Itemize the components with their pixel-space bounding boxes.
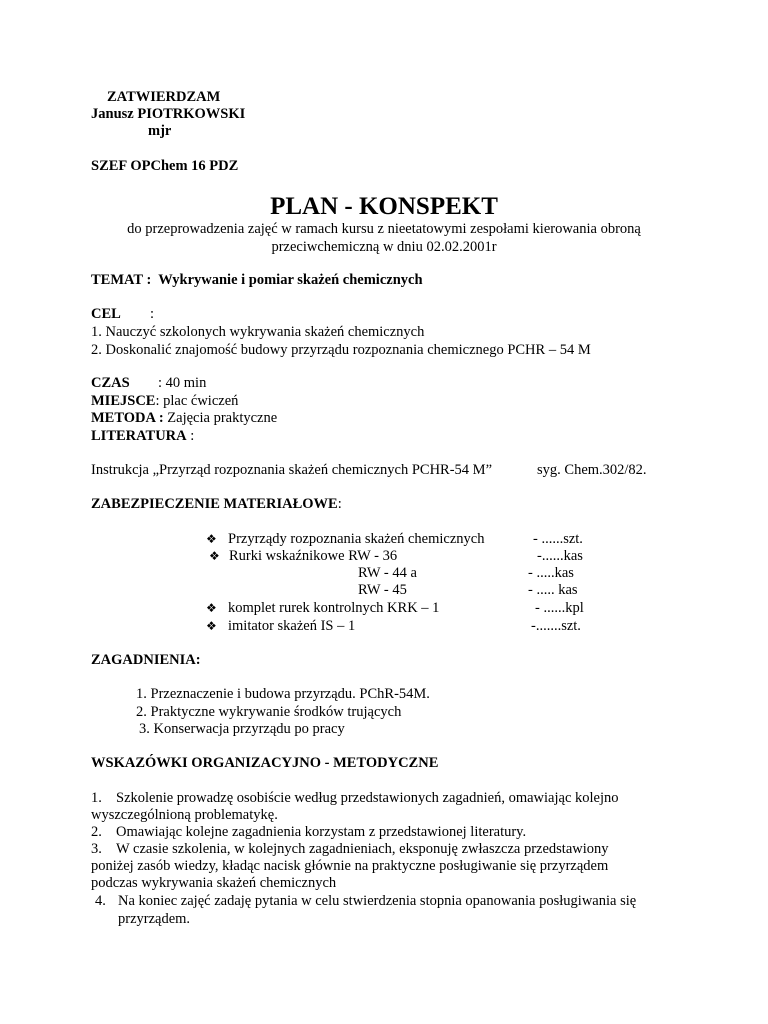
subtitle-line-1: do przeprowadzenia zajęć w ramach kursu z nieetatowymi zespołami kierowania obroną	[127, 221, 641, 237]
metoda-value: Zajęcia praktyczne	[167, 410, 278, 426]
material-item-5-qty: - ......kpl	[535, 600, 584, 616]
literatura-colon: :	[190, 428, 195, 444]
zabezpieczenie-label: ZABEZPIECZENIE MATERIAŁOWE	[91, 496, 338, 512]
miejsce-row	[91, 393, 238, 410]
cel-colon: :	[150, 306, 155, 322]
zagadnienia-item-1: 1. Przeznaczenie i budowa przyrządu. PChR-54M.	[136, 686, 430, 702]
temat-value: Wykrywanie i pomiar skażeń chemicznych	[158, 272, 423, 288]
material-item-3-name: RW - 44 a	[358, 565, 417, 581]
literatura-entry: Instrukcja „Przyrząd rozpoznania skażeń chemicznych PCHR-54 M”	[91, 462, 493, 478]
wskazowki-item-4-line-2: przyrządem.	[118, 911, 191, 927]
temat-row	[91, 272, 423, 289]
wskazowki-item-2-line-1: Omawiając kolejne zagadnienia korzystam z przedstawionej literatury.	[116, 824, 527, 840]
page-title: PLAN - KONSPEKT	[270, 193, 498, 220]
wskazowki-item-4-num: 4.	[95, 893, 106, 909]
zagadnienia-item-2: 2. Praktyczne wykrywanie środków trujących	[136, 704, 402, 720]
approval-rank: mjr	[148, 123, 172, 139]
wskazowki-item-3-line-1: W czasie szkolenia, w kolejnych zagadnieniach, eksponuję zwłaszcza przedstawiony	[116, 841, 609, 857]
wskazowki-item-3-line-2: poniżej zasób wiedzy, kładąc nacisk głównie na praktyczne posługiwanie się przyrządem	[91, 858, 609, 874]
temat-label: TEMAT :	[91, 272, 152, 288]
material-item-2-name: Rurki wskaźnikowe RW - 36	[229, 548, 398, 564]
material-item-1-qty: - ......szt.	[533, 531, 583, 547]
material-item-2-qty: -......kas	[537, 548, 583, 564]
wskazowki-item-3-line-3: podczas wykrywania skażeń chemicznych	[91, 875, 337, 891]
subtitle-line-2: przeciwchemiczną w dniu 02.02.2001r	[271, 239, 497, 255]
material-item-4-qty: - ..... kas	[528, 582, 578, 598]
wskazowki-item-3-num: 3.	[91, 841, 102, 857]
cel-label: CEL	[91, 306, 121, 322]
miejsce-value: : plac ćwiczeń	[155, 393, 239, 409]
approval-name: Janusz PIOTRKOWSKI	[91, 106, 246, 122]
wskazowki-item-1-num: 1.	[91, 790, 102, 806]
metoda-row	[91, 410, 277, 427]
zagadnienia-item-3: 3. Konserwacja przyrządu po pracy	[139, 721, 345, 737]
material-item-6-qty: -.......szt.	[531, 618, 581, 634]
wskazowki-item-4-line-1: Na koniec zajęć zadaję pytania w celu stwierdzenia stopnia opanowania posługiwania się	[118, 893, 637, 909]
approval-position: SZEF OPChem 16 PDZ	[91, 158, 239, 174]
literatura-row	[91, 428, 194, 445]
material-item-6-name: imitator skażeń IS – 1	[228, 618, 356, 634]
wskazowki-label: WSKAZÓWKI ORGANIZACYJNO - METODYCZNE	[91, 755, 439, 771]
wskazowki-item-2-num: 2.	[91, 824, 102, 840]
diamond-bullet-icon: ❖	[206, 532, 217, 546]
literatura-label: LITERATURA	[91, 428, 187, 444]
diamond-bullet-icon: ❖	[209, 549, 220, 563]
metoda-label: METODA :	[91, 410, 164, 426]
literatura-signature: syg. Chem.302/82.	[537, 462, 647, 478]
miejsce-label: MIEJSCE	[91, 393, 156, 409]
cel-item-1: 1. Nauczyć szkolonych wykrywania skażeń chemicznych	[91, 324, 425, 340]
cel-item-2: 2. Doskonalić znajomość budowy przyrządu rozpoznania chemicznego PCHR – 54 M	[91, 342, 591, 358]
diamond-bullet-icon: ❖	[206, 619, 217, 633]
zagadnienia-label: ZAGADNIENIA:	[91, 652, 201, 668]
material-item-1-name: Przyrządy rozpoznania skażeń chemicznych	[228, 531, 485, 547]
czas-label: CZAS	[91, 375, 130, 391]
wskazowki-item-1-line-2: wyszczególnioną problematykę.	[91, 807, 278, 823]
czas-value: : 40 min	[158, 375, 207, 391]
zabezpieczenie-heading	[91, 496, 342, 513]
diamond-bullet-icon: ❖	[206, 601, 217, 615]
material-item-3-qty: - .....kas	[528, 565, 574, 581]
material-item-5-name: komplet rurek kontrolnych KRK – 1	[228, 600, 440, 616]
approval-zatwierdzam: ZATWIERDZAM	[107, 89, 221, 105]
zabezpieczenie-colon: :	[337, 496, 342, 512]
material-item-4-name: RW - 45	[358, 582, 407, 598]
wskazowki-item-1-line-1: Szkolenie prowadzę osobiście według przedstawionych zagadnień, omawiając kolejno	[116, 790, 619, 806]
